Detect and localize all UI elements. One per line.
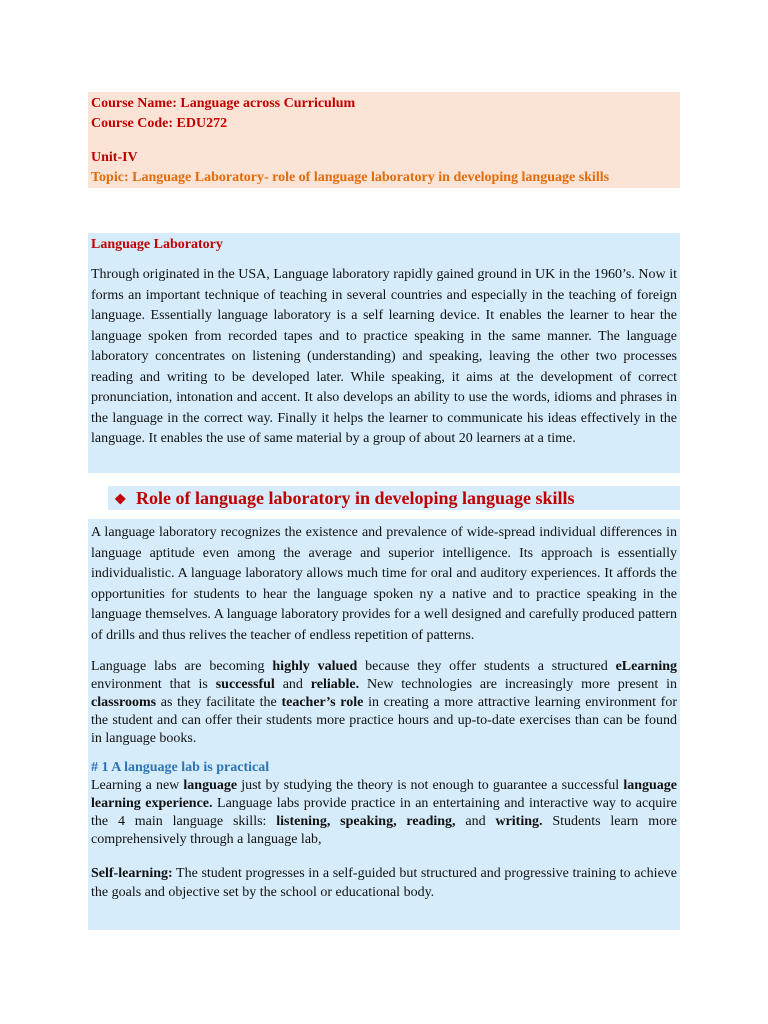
course-name: Course Name: Language across Curriculum (91, 96, 356, 111)
section-title: Language Laboratory (91, 237, 223, 252)
text-run: as they facilitate the (156, 695, 282, 710)
text-run: because they offer students a structured (357, 659, 616, 674)
text-run: and (274, 677, 311, 692)
bold-run: language (183, 778, 238, 793)
paragraph-language-labs-valued (91, 658, 677, 748)
bold-run: successful (215, 677, 275, 692)
bold-run: classrooms (91, 695, 157, 710)
text-run: New technologies are increasingly more present in (359, 677, 677, 692)
paragraph-learning-new-language (91, 777, 677, 849)
text-run: Language labs provide practice in an entertaining and interactive way to acquire the 4 main language skills: (91, 796, 677, 829)
text-run: Learning a new (91, 778, 184, 793)
bold-run: highly valued (272, 659, 358, 674)
text-run: just by studying the theory is not enough to guarantee a successful (237, 778, 624, 793)
text-run: The student progresses in a self-guided but structured and progressive training to achieve the goals and objective set by the school or educational body. (91, 866, 677, 900)
section-body: Through originated in the USA, Language laboratory rapidly gained ground in UK in the 1960’s. Now it forms an important technique of teaching in several countries and especially in the teaching of foreign language. Essentially language laboratory is a self learning device. It enables the learner to hear the language spoken from recorded tapes and to practice speaking in the same manner. The language laboratory concentrates on listening (understanding) and speaking, leaving the other two processes reading and writing to be developed later. While speaking, it aims at the development of correct pronunciation, intonation and accent. It also develops an ability to use the words, idioms and phrases in the language in the correct way. Finally it helps the learner to communicate his ideas effectively in the language. It enables the use of same material by a group of about 20 learners at a time. (91, 267, 677, 446)
role-heading-bar (108, 486, 680, 510)
text-run: in creating a more attractive learning environment for the student and can offer their students more practice hours and up-to-date exercises than can be found in language books. (91, 695, 677, 746)
role-section-body (88, 519, 680, 930)
bold-run: eLearning (615, 659, 678, 674)
paragraph-individual-differences: A language laboratory recognizes the existence and prevalence of wide-spread individual differences in language aptitude even among the average and superior intelligence. Its approach is essentially individualistic. A language laboratory allows much time for oral and auditory experiences. It affords the opportunities for students to hear the language spoken ny a native and to practice speaking in the language themselves. A language laboratory provides for a well designed and carefully produced pattern of drills and thus relives the teacher of endless repetition of patterns. (91, 525, 677, 643)
bold-run: writing. (495, 814, 543, 829)
text-run: environment that is (91, 677, 216, 692)
course-header (88, 92, 680, 188)
text-run: Language labs are becoming (91, 659, 273, 674)
role-heading-text: Role of language laboratory in developing language skills (136, 488, 575, 508)
text-run: Students learn more comprehensively through a language lab, (91, 814, 677, 847)
subsection-title-practical: # 1 A language lab is practical (91, 760, 270, 775)
language-laboratory-section (88, 233, 680, 473)
paragraph-self-learning (91, 864, 677, 902)
text-run: and (455, 814, 496, 829)
role-heading (114, 486, 680, 513)
diamond-bullet-icon: ❖ (114, 493, 127, 508)
topic-label: Topic: Language Laboratory- role of language laboratory in developing language skills (91, 170, 610, 185)
bold-run: reliable. (310, 677, 360, 692)
bold-run: listening, speaking, reading, (276, 814, 456, 829)
unit-label: Unit-IV (91, 150, 138, 165)
bold-run: language learning experience. (91, 778, 677, 811)
course-code: Course Code: EDU272 (91, 116, 228, 131)
bold-run: teacher’s role (281, 695, 364, 710)
bold-run: Self-learning: (91, 866, 173, 881)
